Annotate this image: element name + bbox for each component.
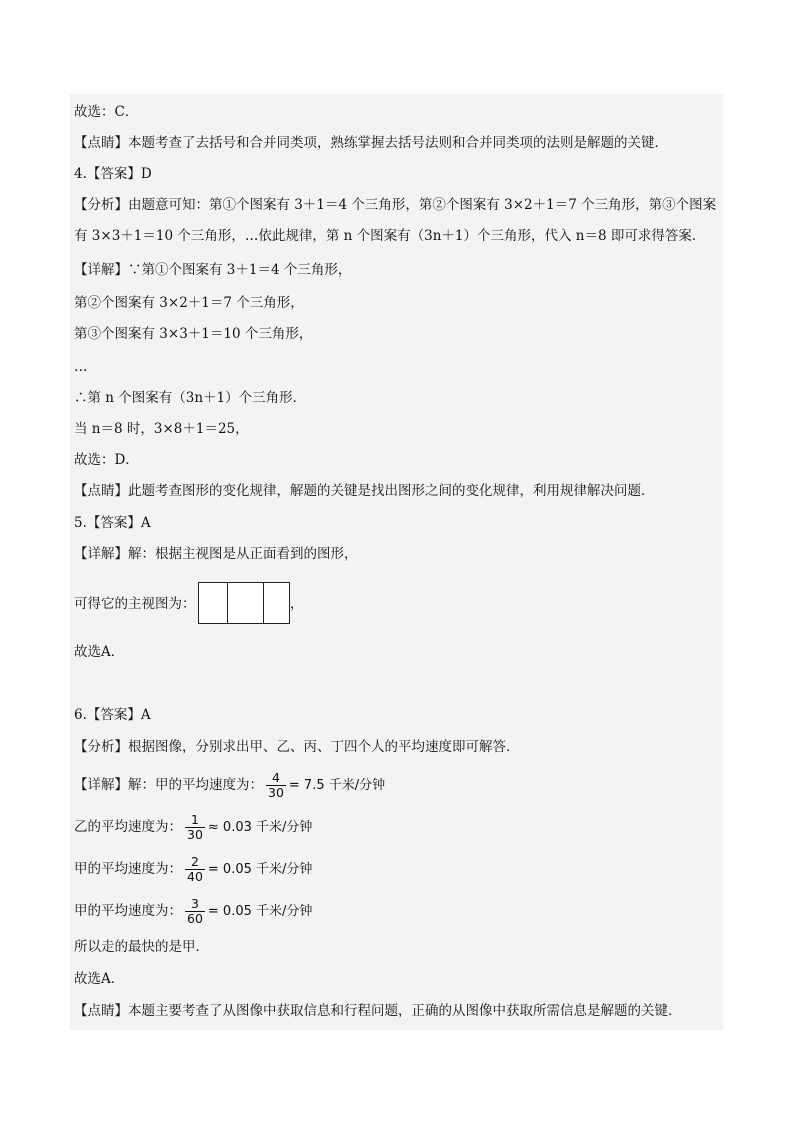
speed-line-yi [74, 810, 312, 845]
denominator: 30 [268, 785, 284, 800]
analysis-line: 【分析】根据图像，分别求出甲、乙、丙、丁四个人的平均速度即可解答． [74, 739, 520, 755]
speed-label: 乙的平均速度为： [74, 819, 182, 835]
speed-result: = 0.05 千米/分钟 [207, 904, 313, 919]
denominator: 40 [187, 869, 203, 884]
denominator: 60 [187, 911, 203, 926]
answer-line: 故选A． [74, 644, 125, 660]
question-heading: 5.【答案】A [74, 515, 151, 531]
speed-result: ≈ 0.03 千米/分钟 [207, 820, 313, 835]
question-heading: 4.【答案】D [74, 166, 152, 182]
front-view-label: 可得它的主视图为： [74, 596, 196, 612]
numerator: 3 [185, 897, 205, 912]
speed-result: = 0.05 千米/分钟 [207, 862, 313, 877]
detail-line: 第②个图案有 3×2＋1＝7 个三角形， [74, 295, 304, 311]
speed-label: 甲的平均速度为： [74, 903, 182, 919]
speed-line-ding [74, 894, 312, 929]
comment-line: 【点睛】本题主要考查了从图像中获取信息和行程问题，正确的从图像中获取所需信息是解题的关键． [74, 1003, 682, 1019]
conclusion-line: 所以走的最快的是甲． [74, 939, 209, 955]
fraction [266, 771, 286, 800]
detail-line: 第③个图案有 3×3＋1＝10 个三角形， [74, 326, 313, 342]
answer-line: 故选A． [74, 971, 125, 987]
numerator: 1 [185, 813, 205, 828]
speed-line-bing [74, 852, 312, 887]
detail-line: ∴第 n 个图案有（3n＋1）个三角形． [74, 390, 307, 406]
fraction [185, 813, 205, 842]
speed-label: 【详解】解：甲的平均速度为： [74, 777, 263, 793]
detail-line: 当 n＝8 时，3×8＋1＝25， [74, 421, 249, 437]
ellipsis-line: … [74, 359, 88, 375]
figure-divider [263, 583, 264, 623]
front-view-line [74, 594, 196, 614]
comment-line: 【点睛】此题考查图形的变化规律，解题的关键是找出图形之间的变化规律，利用规律解决问题． [74, 483, 655, 499]
fraction [185, 855, 205, 884]
detail-line: 【详解】解：根据主视图是从正面看到的图形， [74, 546, 358, 562]
speed-result: = 7.5 千米/分钟 [288, 778, 386, 793]
fraction [185, 897, 205, 926]
question-heading: 6.【答案】A [74, 707, 151, 723]
front-view-comma: ， [290, 596, 304, 612]
analysis-line: 有 3×3＋1＝10 个三角形，…依此规律，第 n 个图案有（3n＋1）个三角形，代入 n＝8 即可求得答案． [74, 228, 706, 244]
detail-line: 【详解】∵第①个图案有 3＋1＝4 个三角形， [74, 262, 352, 278]
figure-divider [227, 583, 228, 623]
denominator: 30 [187, 827, 203, 842]
numerator: 4 [266, 771, 286, 786]
speed-line-jia [74, 768, 385, 803]
numerator: 2 [185, 855, 205, 870]
answer-line: 故选：C． [74, 104, 139, 120]
front-view-figure [198, 582, 290, 624]
speed-label: 甲的平均速度为： [74, 861, 182, 877]
answer-line: 故选：D． [74, 452, 139, 468]
analysis-line: 【分析】由题意可知：第①个图案有 3＋1＝4 个三角形，第②个图案有 3×2＋1＝7 个三角形，第③个图案 [74, 197, 717, 213]
comment-line: 【点睛】本题考查了去括号和合并同类项，熟练掌握去括号法则和合并同类项的法则是解题的关键． [74, 135, 668, 151]
